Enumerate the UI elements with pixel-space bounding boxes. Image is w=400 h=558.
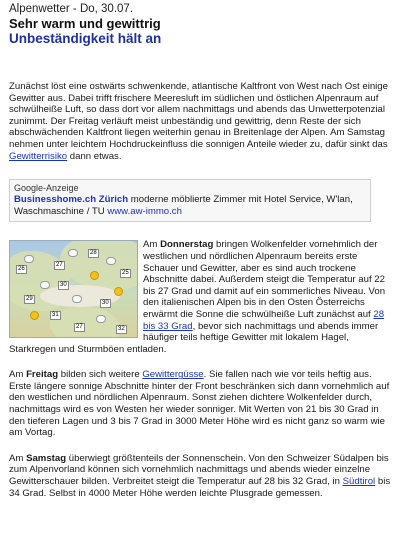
freitag-text2: . Sie fallen nach wie vor teils heftig aus. Erste längere sonnige Abschnitte hinter der Front beschränken sich dann vornehmlich auf den westlichen und nördlichen Alpenraum. Sonst ziehen dichtere Wolkenfelder durch, nachmittags wird es von Westen her wieder sonniger. Mit Werten von 21 bis 30 Grad in den tieferen Lagen und 3 bis 7 Grad in 3000 Meter Höhe wird es nicht ganz so warm wie am Vortag. — [9, 369, 390, 439]
map-land-north — [60, 240, 138, 290]
samstag-pre: Am — [9, 452, 27, 464]
link-sudtirol[interactable]: Südtirol — [342, 476, 376, 488]
freitag-day: Freitag — [26, 369, 59, 381]
donnerstag-pre: Am — [143, 239, 161, 251]
link-gewitterrisiko[interactable]: Gewitterrisiko — [9, 150, 68, 162]
article-kicker: Alpenwetter - Do, 30.07. — [9, 3, 134, 15]
map-temp-label: 32 — [118, 326, 125, 333]
donnerstag-section — [9, 239, 391, 355]
map-temp-label: 29 — [26, 296, 33, 303]
sun-icon — [114, 287, 123, 296]
sun-icon — [30, 311, 39, 320]
freitag-text1: bilden sich weitere — [58, 369, 143, 381]
map-temp-label: 30 — [102, 300, 109, 307]
map-temp-label: 31 — [52, 312, 59, 319]
donnerstag-text2: , bevor sich nachmittags und abends immer häufiger teils heftige Gewitter mit lokalem Hagel, Starkregen und Sturmböen entladen. — [9, 320, 379, 355]
samstag-text1: überwiegt größtenteils der Sonnenschein. Von den Schweizer Südalpen bis zum Alpenvorland können sich vornehmlich nachmittags und abends wieder einzelne Gewitterschauer bilden. Verbreitet steigt die Temperatur auf 28 bis 32 Grad, in — [9, 452, 389, 488]
freitag-paragraph — [9, 369, 391, 439]
map-temp-label: 26 — [18, 266, 25, 273]
samstag-day: Samstag — [26, 452, 67, 464]
link-gewittergusse[interactable]: Gewittergüsse — [142, 369, 204, 381]
article-subtitle: Unbeständigkeit hält an — [9, 31, 162, 46]
map-temp-label: 27 — [76, 324, 83, 331]
donnerstag-text1: bringen Wolkenfelder vornehmlich der westlichen und nördlichen Alpenraum bereits erste Schauer und Gewitter, aber es sind auch trockene Abschnitte dabei. Außerdem steigt die Temperatur auf 22 bis 27 Grad und damit auf ein sommerliches Niveau. Von den italienischen Alpen bis in den Osten Österreichs erwärmt die Sonne die schwülheiße Luft zunächst auf — [143, 239, 386, 320]
map-temp-label: 28 — [90, 250, 97, 257]
ad-title-link[interactable]: Businesshome.ch Zürich — [14, 194, 129, 206]
freitag-pre: Am — [9, 369, 27, 381]
lead-text: Zunächst löst eine ostwärts schwenkende, atlantische Kaltfront von West nach Ost einige Gewitter aus. Dabei trifft frischere Meeresluft im südlichen und östlichen Alpenraum auf schwülheiße Luft, so dass dort vor allem nachmittags und abends das Unwetterpotenzial zunimmt. Der Freitag verläuft meist unbeständig und gewittrig, denn Reste der sich abschwächenden Kaltfront liegen weiterhin genau in Breitenlage der Alpen. Am Samstag nehmen unter leichtem Hochdruckeinfluss die sonnigen Anteile wieder zu, dafür sinkt das — [9, 81, 388, 150]
lead-paragraph — [9, 81, 391, 162]
weather-map[interactable] — [9, 240, 138, 338]
ad-url-link[interactable]: www.aw-immo.ch — [107, 205, 182, 217]
lead-tail: dann etwas. — [67, 150, 122, 162]
samstag-text2: bis 34 Grad. Selbst in 4000 Meter Höhe werden leichte Plusgrade gemessen. — [9, 476, 391, 499]
samstag-paragraph — [9, 453, 391, 499]
map-temp-label: 27 — [56, 262, 63, 269]
ad-body — [14, 194, 366, 217]
donnerstag-day: Donnerstag — [160, 239, 214, 251]
map-temp-label: 25 — [122, 270, 129, 277]
ad-label: Google-Anzeige — [14, 183, 79, 194]
map-temp-label: 30 — [60, 282, 67, 289]
article-title: Sehr warm und gewittrig — [9, 16, 161, 31]
ad-text: moderne möblierte Zimmer mit Hotel Service, W'lan, Waschmaschine / TU — [14, 194, 353, 217]
link-28-bis-33-grad[interactable]: 28 bis 33 Grad — [143, 308, 385, 332]
google-ad-box[interactable] — [9, 179, 371, 222]
